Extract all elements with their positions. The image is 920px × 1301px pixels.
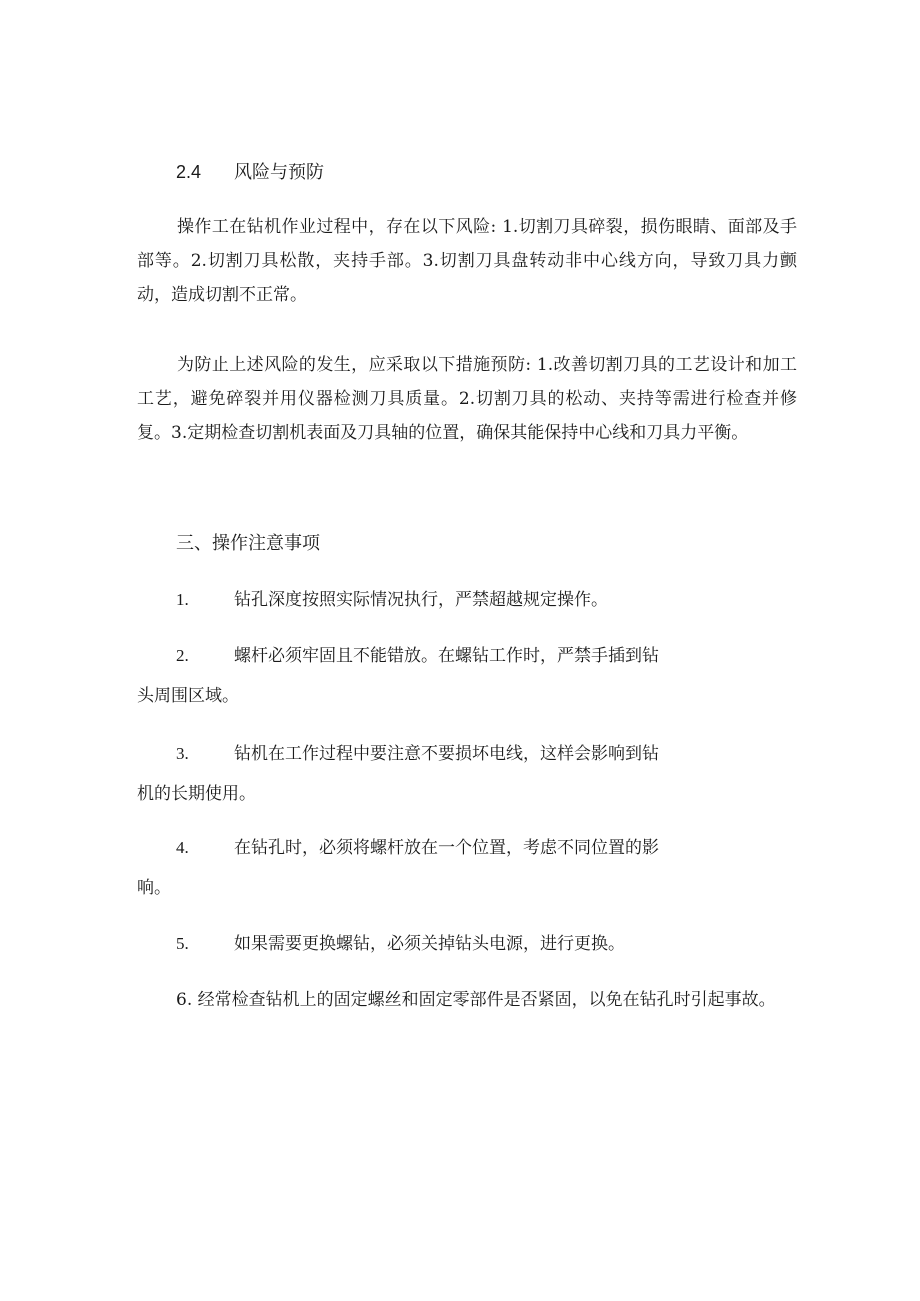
list-item-continuation: 头周围区域。 <box>137 686 239 706</box>
list-item-text: 钻孔深度按照实际情况执行，严禁超越规定操作。 <box>234 590 608 610</box>
list-item-last: 6. 经常检查钻机上的固定螺丝和固定零部件是否紧固，以免在钻孔时引起事故。 <box>176 990 776 1010</box>
list-item <box>137 828 707 908</box>
list-item-text: 钻机在工作过程中要注意不要损坏电线，这样会影响到钻 <box>234 744 659 764</box>
list-item <box>137 924 707 964</box>
prevention-paragraph: 为防止上述风险的发生，应采取以下措施预防: 1.改善切割刀具的工艺设计和加工工艺，避免碎裂并用仪器检测刀具质量。2.切割刀具的松动、夹持等需进行检查并修复。3.定期检查切割机表面及刀具轴的位置，确保其能保持中心线和刀具力平衡。 <box>137 355 797 443</box>
chapter-heading: 三、操作注意事项 <box>176 533 320 554</box>
list-item-text: 螺杆必须牢固且不能错放。在螺钻工作时，严禁手插到钻 <box>234 646 659 666</box>
section-heading <box>176 158 324 187</box>
list-item-number: 4. <box>176 838 189 857</box>
list-item-number: 1. <box>176 590 189 609</box>
list-item <box>137 636 707 716</box>
list-item-text: 如果需要更换螺钻，必须关掉钻头电源，进行更换。 <box>234 934 625 954</box>
list-item-number: 2. <box>176 646 189 665</box>
section-number: 2.4 <box>176 162 202 182</box>
list-item-continuation: 响。 <box>137 878 171 898</box>
list-item-number: 3. <box>176 744 189 763</box>
list-item-text: 在钻孔时，必须将螺杆放在一个位置，考虑不同位置的影 <box>234 838 659 858</box>
section-title: 风险与预防 <box>234 162 324 183</box>
list-item <box>137 580 707 620</box>
list-item-number: 5. <box>176 934 189 953</box>
risk-paragraph: 操作工在钻机作业过程中，存在以下风险: 1.切割刀具碎裂，损伤眼睛、面部及手部等。2.切割刀具松散，夹持手部。3.切割刀具盘转动非中心线方向，导致刀具力颤动，造成切割不正常。 <box>137 217 797 305</box>
list-item <box>137 734 707 814</box>
list-item-continuation: 机的长期使用。 <box>137 784 256 804</box>
